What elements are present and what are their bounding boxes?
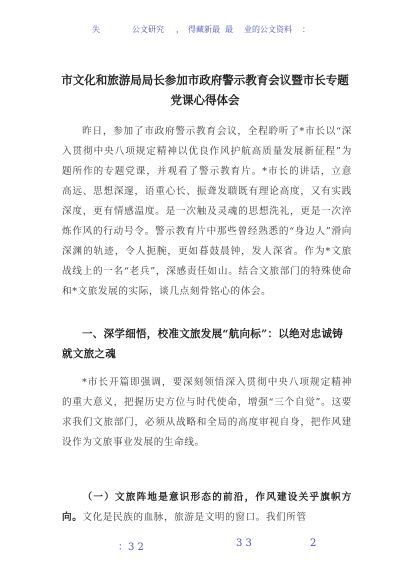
paragraph-section-1-text: *市长开篇即强调，要深刻领悟深入贯彻中央八项规定精神的重大意义，把握历史方位与时代使命，增强“三个自觉”。这要求我们文旅部门，必须从战略和全局的高度审视自身，把作风建设作为文旅事业发展的生命线。 bbox=[62, 377, 352, 448]
page-footer bbox=[0, 538, 408, 552]
footer-text-mid: 3 3 bbox=[236, 538, 252, 549]
subsection-heading-1: （一）文旅阵地是意识形态的前沿，作风建设关乎旗帜方向。 bbox=[62, 492, 352, 523]
header-text-3: 得藏新最 bbox=[188, 25, 220, 34]
header-text-left: 失 bbox=[92, 25, 100, 34]
header-text-1: 公文研究 bbox=[132, 25, 164, 34]
paragraph-intro-text: 昨日，参加了市政府警示教育会议，全程聆听了*市长以“深入贯彻中央八项规定精神以优良作风护航高质量发展新征程”为题所作的专题党课，并观看了警示教育片。*市长的讲话，立意高远、思想深邃，语重心长、振聋发聩既有理论高度，又有实践深度，更有情感温度。是一次触及灵魂的思想洗礼，更是一次淬炼作风的行动号令。警示教育片中那些曾经熟悉的“身边人”滑向深渊的轨迹，令人扼腕，更如暮鼓晨钟，发人深省。作为*文旅战线上的一名“老兵”，深感责任如山。结合文旅部门的特殊使命和*文旅发展的实际，谈几点刻骨铭心的体会。 bbox=[62, 126, 352, 297]
footer-text-right: 2 bbox=[310, 538, 317, 549]
header-text-4: 最 bbox=[225, 25, 233, 34]
header-text-5: 业的公文资料 bbox=[244, 25, 292, 34]
paragraph-subsection-1 bbox=[62, 488, 352, 528]
paragraph-section-1 bbox=[62, 373, 352, 453]
section-heading-1 bbox=[62, 324, 352, 364]
document-title: 市文化和旅游局局长参加市政府警示教育会议暨市长专题党课心得体会 bbox=[61, 73, 349, 107]
paragraph-subsection-1-text: 文化是民族的血脉，旅游是文明的窗口。我们所管 bbox=[82, 512, 307, 523]
header-text-right: ： bbox=[302, 25, 310, 34]
paragraph-intro bbox=[62, 122, 352, 302]
footer-text-left: ：3 2 bbox=[118, 542, 144, 553]
header-text-2: ， bbox=[176, 25, 184, 34]
page-header bbox=[0, 24, 408, 38]
section-heading-1-text: 一、深学细悟，校准文旅发展“航向标”：以绝对忠诚铸就文旅之魂 bbox=[62, 328, 344, 360]
